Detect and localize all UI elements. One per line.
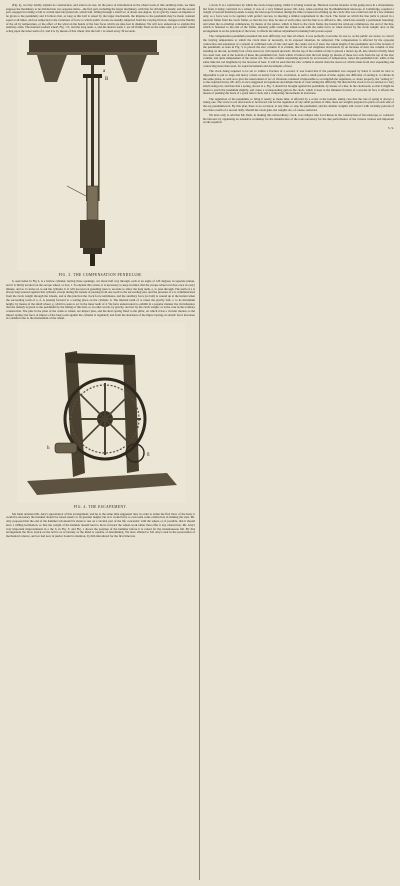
label-b: B xyxy=(104,76,108,82)
right-column xyxy=(203,4,394,882)
pendulum-bob xyxy=(80,220,105,248)
mid-paragraph: h, seen better in Fig 4, is a hollow cylinder, having three openings, cut about half way through, each at an angle of 120 degrees, in separate planes, and it is firmly secured on the escape wheel, or box, l. To explain this action, it is necessary to keep in mind, that the escape wheel revolves once in every minute, and so it carries us to ask the cylinder, h. It will proceed on spending rates to seconds to allow the long teeth, e, to pass through. The teeth of e is always kept pressed against this cylinder, except during the instant of passing from one tooth to the succeeding one; and the pressure of e is communicated from the clock weight through the wheels, and at this junction the clock force terminates, and the auxiliary force (or ball) is wound up at the instant when the succeeding tooth of e, d, is passing forward to a resting place on the cylinder, h. The internal teeth of d, raises the gravity ball, c, to its maximum height, by means of the small wheel, g, which is seen to act in the inner teeth of d. We have endeavoured to exhibit in a popular manner the circumstance that the remedy is given to the pendulum by the falling of this ball, or, in other words, by gravity, and not by the clock weight, as is the case in the ordinary construction. The pins in the plate of the crank or wheel, are impact pins, and the short spring fixed to the pillar, on which it has a circular motion, is the impact spring: the force of impact of the long tooth against the cylinder is regulated; and from the shortness of the impact spring, its elastic force increases in a similar ratio to the momentum of the wheel. xyxy=(6,279,195,321)
going-force-paragraph: a clock. It is a contrivance by which the clock is kept going, whilst it is being wound up. Harrison was the inventor of the going-force in a chronometer, but from it being contrived in a wheel, it was of a very limited power. Mr. Airy, when erecting the Northumberland telescope at Cambridge, required a weight of several hundred pounds to keep the telescope in motion during the time occupied in winding up the clock: this was contrived and in a few minutes only, as a force was to be applied, with perfect success, in meeting a similar requirement in the clock. The barrel on which the line pulls is placed in a separate frame from the clock frame, so that the two may be sure of each other, and the line is so affixed to this, which has usually a permanent fastening; and when the re-winding commences, by means of the pinion, which is fixed to the clock frame, the instant the wind-up commences, the end of the line, which is fastened to the end of the frame, instantly pulls round the wheel-work with the same force as when moved by the clock weight; and, as the arrangement is on the principle of the lever, it affords the utmost adjustment in making both powers equal. xyxy=(203,4,394,33)
setting-paragraph: The clock being required to be set to within a fraction of a second, it was found that if the pendulum was stopped by hand, it would be next to impossible to put so large and heavy a mass as nearly four cwts., in motion, to such a small portion of time. Again, the difficulty of setting it, to vibrate in the same plane, as well as to give the usual extent of arc of vibration, rendered it impossible to accomplish the regulation, or, more properly, the “setting it,” to the required nicety. Mr. Airy at once suggested an ingenious and simple mode of overcoming the difficulty. He directed the clock to be so started at a very small swing rest, and then that a spring, shown at s, Fig. 3, should be brought against the pendulum, by means of a line, in the clockroom, so that it might be made to touch the pendulum slightly, and cause a corresponding gain in the clock, which it does to the minutest fraction of a second. In fact, it affords the means of pushing the beats of a great turret clock and a competing chronometer in exactness. xyxy=(203,69,394,96)
suspension-block xyxy=(81,55,105,65)
bracket-ledge xyxy=(27,52,159,55)
label-h: h xyxy=(46,446,49,452)
frame-pillar-right xyxy=(123,355,139,473)
side-steel-rod-right xyxy=(98,76,100,201)
frame-pillar-left xyxy=(65,351,85,477)
frame-top-bar xyxy=(65,353,135,365)
side-steel-rod-left xyxy=(86,76,88,201)
figure-compensation-pendulum xyxy=(17,36,185,271)
setting-spring xyxy=(67,186,86,196)
label-a: a xyxy=(102,68,105,74)
figure-4-caption: FIG. 4. THE ESCAPEMENT. xyxy=(73,505,128,510)
conclusion-paragraph: We have only to add that Mr. Dent, in making this extraordinary clock, was obliged, like Lord Rosse in the construction of his telescope, to construct his laborers by organising an extensive workshop for the manufacture of the tools necessary for the due performance of the various curious and important works required. xyxy=(203,113,394,125)
compensation-pendulum-illustration xyxy=(17,36,185,271)
intro-paragraph: (Fig. 4), we may briefly explain its construction, and what is its use. At the place of introduction in the wheel work of this auxiliary-train, we must suppose the machinery to be divided into two separate trains—the first part, including the larger machinery, with that for driving the hands; and the second part, engaged in raising a ball at certain intervals (intervals, which ball, falling through a small arc of about one-degree, by its gravity causes an impulse to be given to the pendulum; and it follows that, as long as this ball is raised by the larger mechanism, the impulse to the pendulum may be made constant equal at all times, and not subjected to the variations of force to which public clocks are usually subjected from the varying friction, changes in the fluidity of the oil by temperature, or the effect of the wind on the hands of the four faces which are nine feet in diameter. We will now endeavour to explain this auxiliary-train. The internal toothed wheel, Fig. 1 E, and the long teeth, a, and the shorter teeth, f, are all firmly fixed on the same axis: g is a small wheel acting upon the inner teeth of d, and it is by means of this wheel, that the ball c is raised every 30 seconds. xyxy=(6,4,195,33)
author-signature: S. S. xyxy=(387,126,394,131)
bracket-arm-right xyxy=(117,55,147,82)
regulating-screw xyxy=(90,254,95,266)
escapement-base xyxy=(27,473,177,495)
compensation-paragraph: The compensation pendulum presented the next difficulty, but, like all others, it was perfectly overcome. In one to, as the public are aware, to correct the varying temperature to which the clock must of necessity, in its exposed situation, be subjected. The compensation is effected by the opposite contraction and expansion of a system of combined rods of zinc and steel; the centre rod is of steel, the whole length of the pendulum; and at the bottom of the pendulum, as seen in Fig. 3, is placed the zinc column. It is evident, that if the rod lengthens downwards by an increase of heat, the column of zinc standing on the nut, probably four of the steel rod, will expand upwards. On the top of the column of zinc is placed a metal cap, B, into which is firmly fixed two steel rods, and at the bottom of these the pendulum bob, from which it follows that the bob hangs by means of these two rods from the top of the zinc column, and quite independent of the centre rod. The zinc column expanding upwards by an increase of temperature, raises the pendulum bob, while at the same time the rod lengthens by the increase of heat. It will be seen that the zinc column is shorter than the steel rod, which arises from zinc expanding and contracting more than steel, for equal increments and decrements of heat. xyxy=(203,34,394,68)
bob-base xyxy=(83,248,102,254)
zinc-column xyxy=(87,186,98,220)
regulation-paragraph: The regulation of the pendulum, to bring it nearly to mean time, is effected by a screw at the bottom, taking care that the rate of going is always a losing one. The screw is not afterwards to be moved, but for the regulation of any small portions of time; there are weights prepared to place on each side of the top pendulum-bob. By this plan, there is no occasion, at any time, to stop the pendulum; and the smaller weights will correct with certainty periods of less than a tenth of a second daily. Should the clock gain, the weights are, of course, removed. xyxy=(203,96,394,112)
closing-paragraph: Mr. Dent obtained Mr. Airy's approbation of this arrangement; and he at the same time suggested that, in order to strike the first blow of the hour, it would be necessary the hammer should be raised nearly to its greatest height; but as it would have to overcome some obstruction in making the start, Mr. Airy proposed that the end of the hammer tail should be made to rest on a circular part of the lift, concentric with the wheel, or, if possible, that it should have a trifling inclination, so that the weight of the hammer should tend to move forward the wheel-work rather than offer it any obstruction. Mr. Airy's very important improvements in a the b, in Fig. 5; and Fig. 1 shows the position of the hammer before it is raised for the instantaneous fall. By this arrangement the blow struck on the bell is as accurately as the mind is capable of determining. We have alluded to Mr. Airy's zeal in the prosecution of mechanical science, and we feel now in justice bound to mention, by him introduced for the first time into xyxy=(6,511,195,538)
column-divider xyxy=(199,6,200,880)
escapement-illustration xyxy=(17,323,185,503)
metal-cap xyxy=(83,74,102,78)
figure-escapement xyxy=(17,323,185,503)
bracket-arm-left xyxy=(37,55,67,82)
label-g: g xyxy=(146,452,149,458)
left-column xyxy=(6,4,195,882)
hollow-cylinder xyxy=(55,443,77,453)
figure-3-caption: FIG. 3. THE COMPENSATION PENDULUM. xyxy=(58,272,143,277)
pendulum-bracket xyxy=(29,40,157,52)
